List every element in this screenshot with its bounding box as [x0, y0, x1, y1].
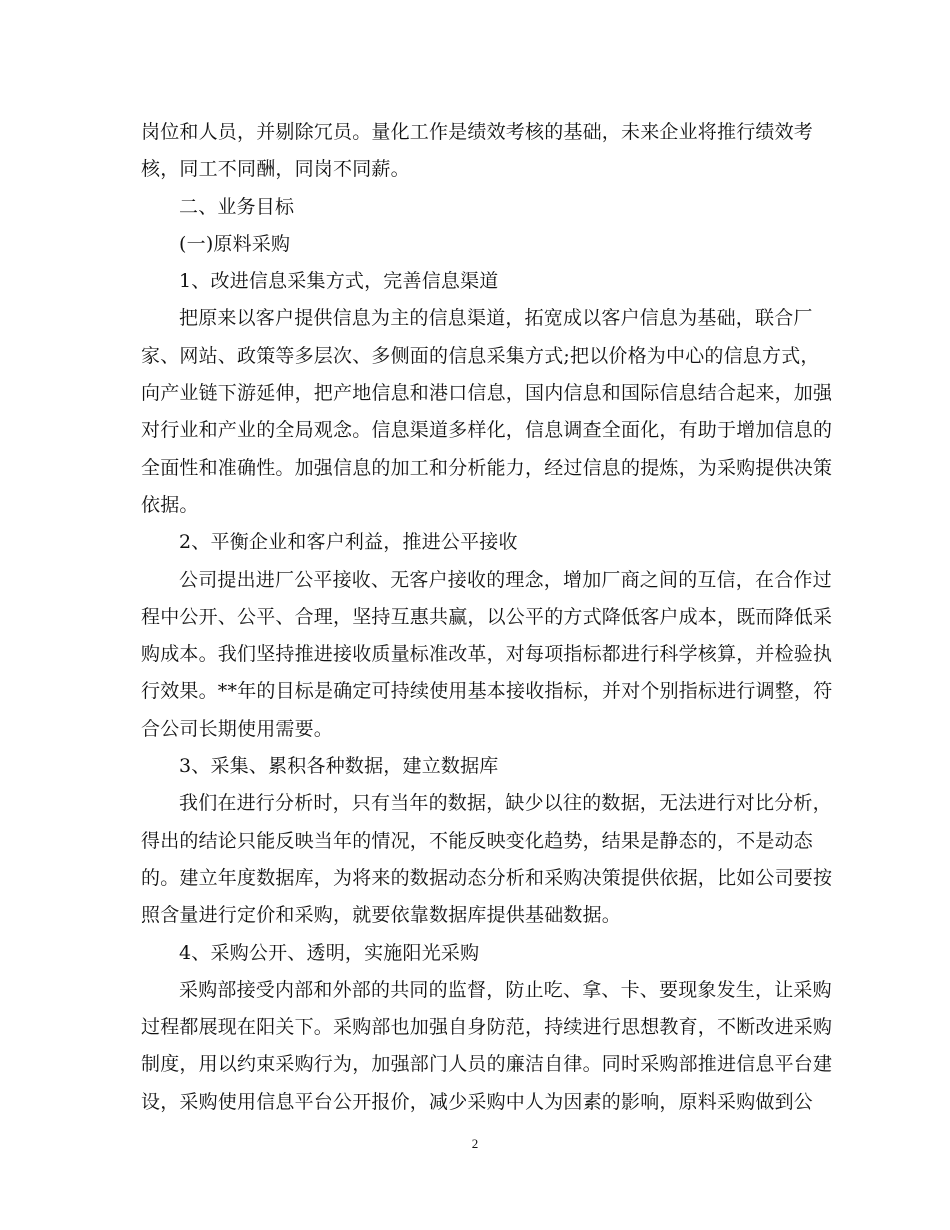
text-line: 对行业和产业的全局观念。信息渠道多样化，信息调查全面化，有助于增加信息的: [141, 419, 833, 442]
text-line: 购成本。我们坚持推进接收质量标准改革，对每项指标都进行科学核算，并检验执: [141, 643, 833, 666]
text-line: 3、采集、累积各种数据，建立数据库: [179, 755, 499, 778]
page-number: 2: [471, 1136, 479, 1151]
text-line: 全面性和准确性。加强信息的加工和分析能力，经过信息的提炼，为采购提供决策: [141, 456, 833, 479]
text-line: 我们在进行分析时，只有当年的数据，缺少以往的数据，无法进行对比分析，: [179, 792, 832, 815]
text-line: 合公司长期使用需要。: [141, 717, 334, 740]
text-line: (一)原料采购: [179, 232, 291, 255]
text-line: 岗位和人员，并剔除冗员。量化工作是绩效考核的基础，未来企业将推行绩效考: [141, 121, 814, 143]
text-line: 向产业链下游延伸，把产地信息和港口信息，国内信息和国际信息结合起来，加强: [141, 382, 833, 405]
text-line: 采购部接受内部和外部的共同的监督，防止吃、拿、卡、要现象发生，让采购: [179, 978, 832, 1001]
text-line: 设，采购使用信息平台公开报价，减少采购中人为因素的影响，原料采购做到公: [141, 1090, 814, 1113]
text-line: 得出的结论只能反映当年的情况，不能反映变化趋势，结果是静态的，不是动态: [141, 829, 814, 852]
text-line: 把原来以客户提供信息为主的信息渠道，拓宽成以客户信息为基础，联合厂: [179, 307, 813, 330]
text-line: 的。建立年度数据库，为将来的数据动态分析和采购决策提供依据，比如公司要按: [141, 866, 833, 889]
text-line: 照含量进行定价和采购，就要依靠数据库提供基础数据。: [141, 904, 622, 927]
text-line: 依据。: [141, 493, 199, 516]
text-line: 过程都展现在阳关下。采购部也加强自身防范，持续进行思想教育，不断改进采购: [141, 1016, 833, 1039]
page-body-text: [141, 114, 833, 1121]
text-line: 制度，用以约束采购行为，加强部门人员的廉洁自律。同时采购部推进信息平台建: [141, 1053, 833, 1076]
text-line: 家、网站、政策等多层次、多侧面的信息采集方式;把以价格为中心的信息方式，: [141, 344, 820, 367]
text-line: 4、采购公开、透明，实施阳光采购: [179, 941, 480, 964]
text-line: 二、业务目标: [179, 195, 295, 218]
text-line: 1、改进信息采集方式，完善信息渠道: [179, 270, 499, 293]
text-line: 公司提出进厂公平接收、无客户接收的理念，增加厂商之间的互信，在合作过: [179, 568, 832, 591]
text-line: 行效果。**年的目标是确定可持续使用基本接收指标，并对个别指标进行调整，符: [141, 680, 833, 703]
text-line: 核，同工不同酬，同岗不同薪。: [141, 158, 410, 181]
text-line: 程中公开、公平、合理，坚持互惠共赢，以公平的方式降低客户成本，既而降低采: [141, 605, 833, 628]
text-line: 2、平衡企业和客户利益，推进公平接收: [179, 531, 518, 554]
